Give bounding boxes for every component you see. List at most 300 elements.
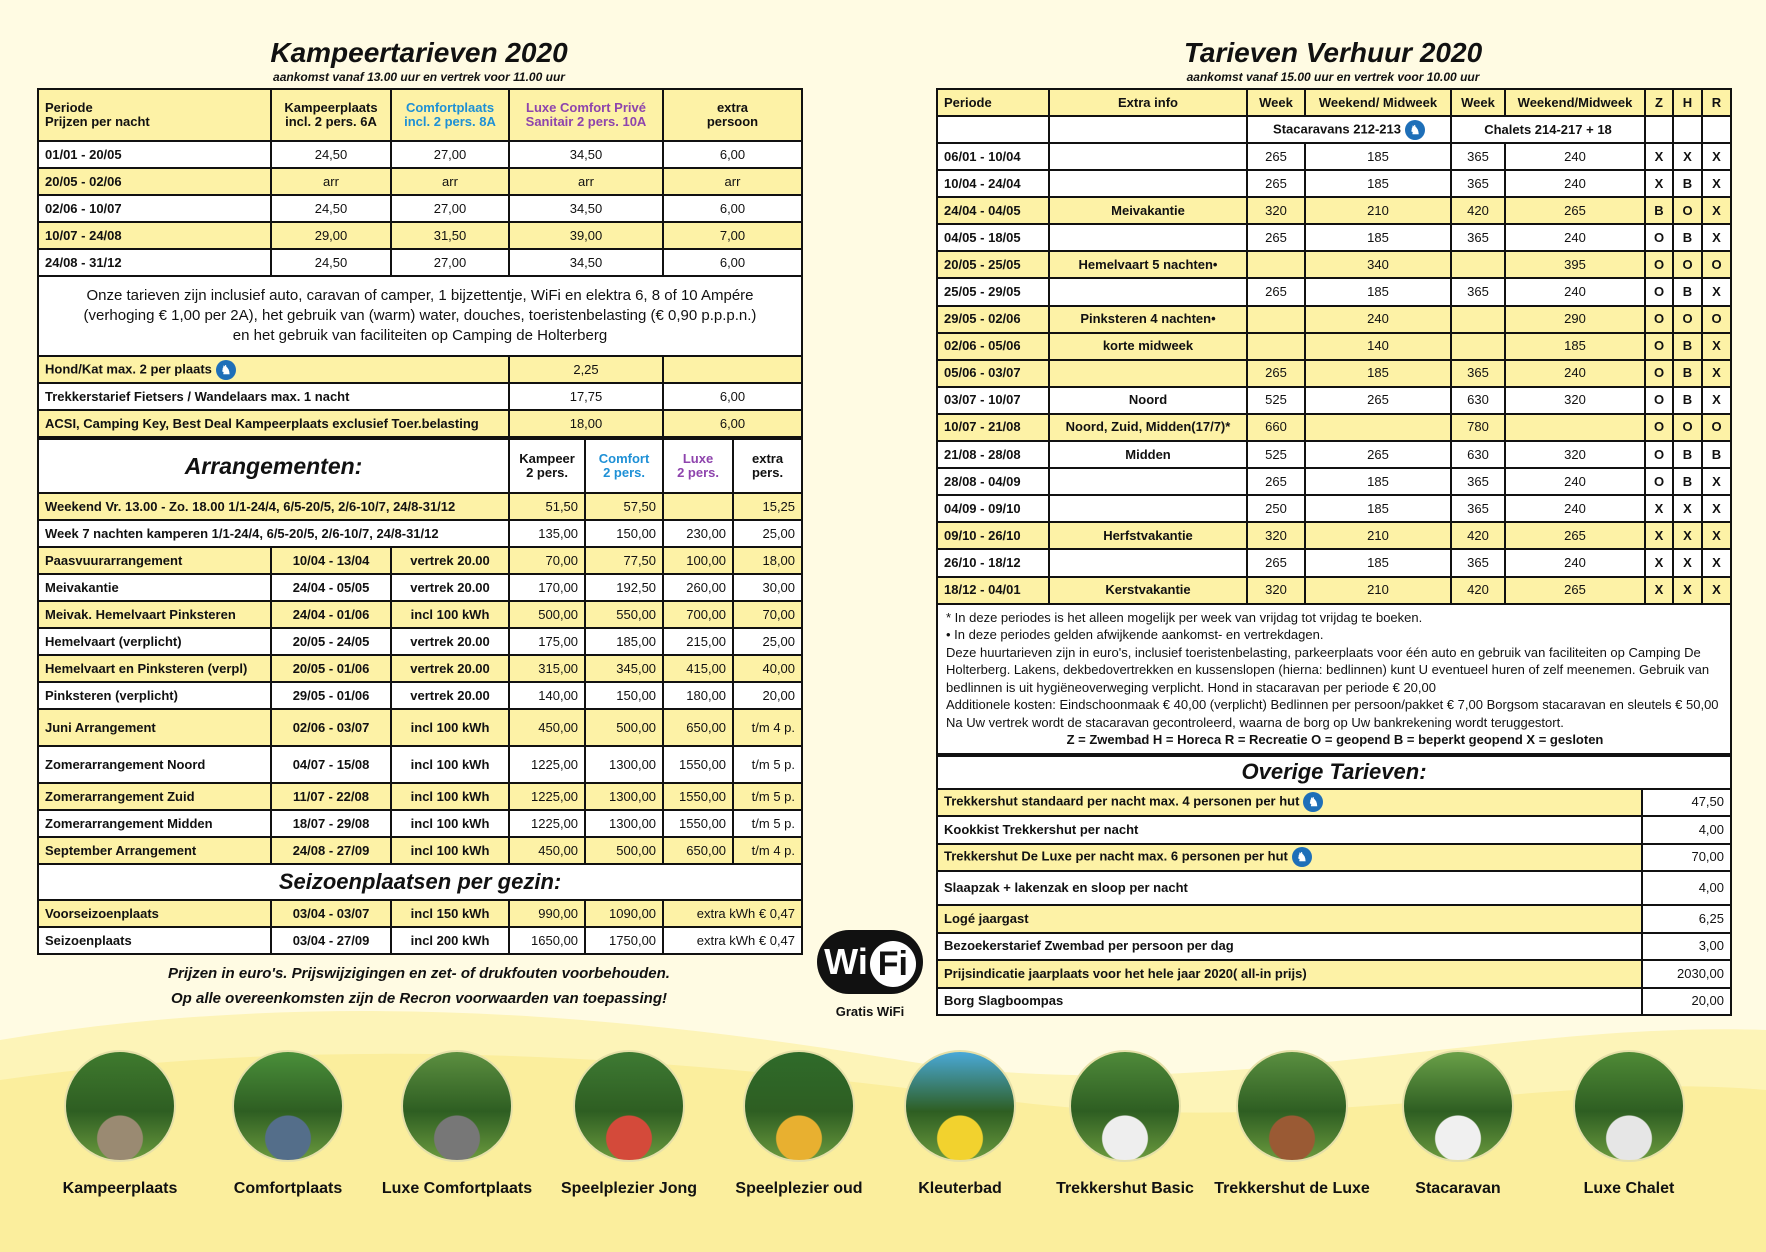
rental-chalet-weekend: 320 <box>1505 387 1645 414</box>
arrangement-name: Zomerarrangement Midden <box>38 810 271 837</box>
status-recreatie: X <box>1702 224 1731 251</box>
rental-extra-info <box>1049 468 1247 495</box>
rental-notes: * In deze periodes is het alleen mogelijk per week van vrijdag tot vrijdag te boeken. • In deze periodes gelden afwijkende aankomst- en vertrekdagen. Deze huurtarieven zijn in euro's, inclusief toeristenbelasting, parkeerplaats voor één auto en gebruik van faciliteiten op Camping De Holterberg. Lakens, dekbedovertrekken en kussenslopen (hierna: bedlinnen) kunt U eventueel huren of zelf meenemen. Gebruik van bedlinnen is uit hygiëneoverweging verplicht. Hond in stacaravan per periode € 20,00 Additionele kosten: Eindschoonmaak € 40,00 (verplicht) Bedlinnen per persoon/pakket € 7,00 Borgsom stacaravan en sleutels € 50,00 Na Uw vertrek wordt de stacaravan gecontroleerd, waarna de borg op Uw bankrekening wordt teruggestort. Z = Zwembad H = Horeca R = Recreatie O = geopend B = beperkt geopend X = gesloten <box>937 604 1731 754</box>
arrangement-row <box>38 520 802 547</box>
photo-circle <box>232 1050 344 1162</box>
legend: Z = Zwembad H = Horeca R = Recreatie O = geopend B = beperkt geopend X = gesloten <box>1066 732 1604 748</box>
rental-row <box>937 387 1731 414</box>
photo-label: Comfortplaats <box>233 1180 343 1197</box>
photo-label: Speelplezier Jong <box>560 1180 698 1197</box>
rental-chalet-week <box>1451 251 1505 278</box>
status-horeca: O <box>1673 197 1702 224</box>
arrangement-extra: t/m 4 p. <box>733 709 802 746</box>
rental-stacaravan-week: 265 <box>1247 143 1305 170</box>
arrangement-kampeer: 51,50 <box>509 493 585 520</box>
photo-item <box>714 1050 884 1198</box>
arrangements-table <box>37 438 803 955</box>
rental-chalet-week: 365 <box>1451 143 1505 170</box>
other-rate-price: 47,50 <box>1642 789 1731 817</box>
rental-stacaravan-week: 265 <box>1247 360 1305 387</box>
extra-value: 2,25 <box>509 356 663 383</box>
rental-chalet-week: 365 <box>1451 468 1505 495</box>
rental-rates-title: Tarieven Verhuur 2020 <box>1183 37 1483 68</box>
rental-chalet-week: 420 <box>1451 197 1505 224</box>
rental-chalet-weekend: 240 <box>1505 549 1645 576</box>
arrangement-info: vertrek 20.00 <box>391 655 509 682</box>
rental-chalet-week: 780 <box>1451 414 1505 441</box>
other-title-row <box>937 756 1731 789</box>
status-recreatie: O <box>1702 306 1731 333</box>
arrangement-kampeer: 1225,00 <box>509 746 585 783</box>
arrangement-info: vertrek 20.00 <box>391 628 509 655</box>
arrangement-comfort: 192,50 <box>585 574 663 601</box>
season-price-comfort: 1090,00 <box>585 900 663 927</box>
rental-period: 03/07 - 10/07 <box>937 387 1049 414</box>
status-zwembad: O <box>1645 224 1673 251</box>
arrangement-extra: 30,00 <box>733 574 802 601</box>
extra-label: ACSI, Camping Key, Best Deal Kampeerplaats exclusief Toer.belasting <box>38 410 509 437</box>
status-zwembad: O <box>1645 441 1673 468</box>
status-zwembad: O <box>1645 414 1673 441</box>
arrangement-dates: 11/07 - 22/08 <box>271 783 391 810</box>
wifi-badge <box>815 930 925 1019</box>
season-name: Seizoenplaats <box>38 927 271 954</box>
rental-stacaravan-week: 320 <box>1247 197 1305 224</box>
other-rate-row <box>937 871 1731 905</box>
arrangement-row <box>38 547 802 574</box>
arrangement-name: Hemelvaart en Pinksteren (verpl) <box>38 655 271 682</box>
photo-item <box>1040 1050 1210 1198</box>
photo-circle <box>743 1050 855 1162</box>
rates-note-row <box>38 276 802 356</box>
rental-stacaravan-weekend <box>1305 414 1451 441</box>
season-extra-kwh: extra kWh € 0,47 <box>663 900 802 927</box>
rental-chalet-week <box>1451 333 1505 360</box>
arrangement-row <box>38 655 802 682</box>
arrangement-luxe: 180,00 <box>663 682 733 709</box>
rental-chalet-week: 365 <box>1451 360 1505 387</box>
rental-stacaravan-weekend: 185 <box>1305 495 1451 522</box>
season-info: incl 150 kWh <box>391 900 509 927</box>
header-luxe-comfort: Luxe Comfort Privé Sanitair 2 pers. 10A <box>509 89 663 141</box>
rental-row <box>937 278 1731 305</box>
header-weekend-midweek: Weekend/Midweek <box>1505 89 1645 116</box>
arrangement-comfort: 1300,00 <box>585 783 663 810</box>
rental-extra-info <box>1049 549 1247 576</box>
arrangement-info: incl 100 kWh <box>391 837 509 864</box>
status-recreatie: X <box>1702 360 1731 387</box>
season-title-row <box>38 864 802 900</box>
rates-note: Onze tarieven zijn inclusief auto, caravan of camper, 1 bijzettentje, WiFi en elektra 6, 8 of 10 Ampére (verhoging € 1,00 per 2A), het gebruik van (warm) water, douches, toeristenbelasting (€ 0,90 p.p.p.n.) en het gebruik van faciliteiten op Camping de Holterberg <box>38 276 802 356</box>
rate-comfortplaats: 27,00 <box>391 195 509 222</box>
rental-stacaravan-weekend: 185 <box>1305 224 1451 251</box>
rental-stacaravan-week: 265 <box>1247 278 1305 305</box>
dog-icon: ♞ <box>1292 847 1312 867</box>
rental-period: 09/10 - 26/10 <box>937 522 1049 549</box>
rental-row <box>937 522 1731 549</box>
arrangement-kampeer: 315,00 <box>509 655 585 682</box>
status-zwembad: X <box>1645 549 1673 576</box>
arrangement-name: Zomerarrangement Noord <box>38 746 271 783</box>
rental-chalet-weekend: 185 <box>1505 333 1645 360</box>
rate-period: 10/07 - 24/08 <box>38 222 271 249</box>
arrangement-comfort: 1300,00 <box>585 810 663 837</box>
arrangement-info: incl 100 kWh <box>391 810 509 837</box>
rate-luxe: 34,50 <box>509 141 663 168</box>
season-price-comfort: 1750,00 <box>585 927 663 954</box>
rental-extra-info <box>1049 143 1247 170</box>
arrangement-extra: 70,00 <box>733 601 802 628</box>
header-week: Week <box>1451 89 1505 116</box>
rental-extra-info: Midden <box>1049 441 1247 468</box>
rental-chalet-weekend: 240 <box>1505 495 1645 522</box>
rental-extra-info: Herfstvakantie <box>1049 522 1247 549</box>
rental-stacaravan-weekend: 340 <box>1305 251 1451 278</box>
rental-stacaravan-week: 320 <box>1247 577 1305 604</box>
other-rate-label: Kookkist Trekkershut per nacht <box>944 821 1139 837</box>
arrangement-kampeer: 1225,00 <box>509 783 585 810</box>
arrangement-info: incl 100 kWh <box>391 601 509 628</box>
rate-row <box>38 195 802 222</box>
extra-row <box>38 356 802 383</box>
arrangement-row <box>38 783 802 810</box>
status-recreatie: X <box>1702 468 1731 495</box>
status-zwembad: X <box>1645 143 1673 170</box>
rate-period: 24/08 - 31/12 <box>38 249 271 276</box>
status-zwembad: O <box>1645 251 1673 278</box>
rate-comfortplaats: 27,00 <box>391 249 509 276</box>
arrangement-row <box>38 810 802 837</box>
arrangement-comfort: 185,00 <box>585 628 663 655</box>
arrangement-dates: 24/08 - 27/09 <box>271 837 391 864</box>
arrangement-luxe: 650,00 <box>663 837 733 864</box>
arrangement-dates: 10/04 - 13/04 <box>271 547 391 574</box>
rental-stacaravan-week: 265 <box>1247 224 1305 251</box>
status-zwembad: O <box>1645 387 1673 414</box>
arrangement-info: vertrek 20.00 <box>391 547 509 574</box>
rental-row <box>937 360 1731 387</box>
status-horeca: X <box>1673 549 1702 576</box>
arrangement-name: Juni Arrangement <box>38 709 271 746</box>
arrangement-luxe: 215,00 <box>663 628 733 655</box>
other-rate-label: Logé jaargast <box>944 910 1029 926</box>
rental-chalet-week: 630 <box>1451 387 1505 414</box>
photo-label: Luxe Comfortplaats <box>381 1180 533 1197</box>
status-horeca: B <box>1673 278 1702 305</box>
arrangement-comfort: 500,00 <box>585 837 663 864</box>
rate-row <box>38 141 802 168</box>
status-horeca: B <box>1673 170 1702 197</box>
rental-stacaravan-week: 525 <box>1247 441 1305 468</box>
rental-stacaravan-weekend: 240 <box>1305 306 1451 333</box>
arrangement-extra: 25,00 <box>733 520 802 547</box>
photo-label: Kampeerplaats <box>62 1180 178 1197</box>
header-luxe: Luxe 2 pers. <box>663 439 733 493</box>
season-price-kampeer: 990,00 <box>509 900 585 927</box>
status-recreatie: O <box>1702 251 1731 278</box>
rental-stacaravan-week <box>1247 251 1305 278</box>
arrangement-name: September Arrangement <box>38 837 271 864</box>
rate-kampeerplaats: 24,50 <box>271 249 391 276</box>
other-rate-price: 2030,00 <box>1642 960 1731 988</box>
header-week: Week <box>1247 89 1305 116</box>
other-rate-row <box>937 844 1731 872</box>
rental-stacaravan-week: 265 <box>1247 468 1305 495</box>
rate-row <box>38 249 802 276</box>
rental-notes-row <box>937 604 1731 754</box>
status-horeca: B <box>1673 333 1702 360</box>
rental-chalet-weekend: 240 <box>1505 170 1645 197</box>
other-rates-table <box>936 755 1732 1017</box>
arrangement-dates: 24/04 - 05/05 <box>271 574 391 601</box>
rental-extra-info <box>1049 170 1247 197</box>
rate-period: 20/05 - 02/06 <box>38 168 271 195</box>
rental-chalet-weekend: 320 <box>1505 441 1645 468</box>
dog-icon: ♞ <box>1405 120 1425 140</box>
rental-chalet-weekend: 290 <box>1505 306 1645 333</box>
rental-row <box>937 577 1731 604</box>
photo-circle <box>904 1050 1016 1162</box>
arrangement-kampeer: 1225,00 <box>509 810 585 837</box>
header-extra: extra pers. <box>733 439 802 493</box>
rental-chalet-weekend: 240 <box>1505 278 1645 305</box>
other-rate-price: 70,00 <box>1642 844 1731 872</box>
arrangement-row <box>38 746 802 783</box>
extra-row <box>38 410 802 437</box>
header-r: R <box>1702 89 1731 116</box>
arrangement-kampeer: 135,00 <box>509 520 585 547</box>
rental-stacaravan-weekend: 140 <box>1305 333 1451 360</box>
wifi-icon: Wi Fi <box>817 930 923 994</box>
arrangement-extra: t/m 5 p. <box>733 783 802 810</box>
group-chalets: Chalets 214-217 + 18 <box>1451 116 1645 143</box>
wifi-caption: Gratis WiFi <box>835 1004 905 1019</box>
rate-kampeerplaats: arr <box>271 168 391 195</box>
rate-comfortplaats: 31,50 <box>391 222 509 249</box>
other-rate-label: Trekkershut De Luxe per nacht max. 6 personen per hut <box>944 848 1288 864</box>
arrangement-extra: 20,00 <box>733 682 802 709</box>
extra-value: 6,00 <box>663 410 802 437</box>
camping-rates-subtitle: aankomst vanaf 13.00 uur en vertrek voor 11.00 uur <box>273 70 565 84</box>
rental-extra-info: Pinksteren 4 nachten• <box>1049 306 1247 333</box>
status-zwembad: X <box>1645 522 1673 549</box>
arrangement-name: Meivakantie <box>38 574 271 601</box>
arrangement-row <box>38 574 802 601</box>
rental-chalet-week: 420 <box>1451 522 1505 549</box>
photo-item <box>544 1050 714 1198</box>
rental-stacaravan-weekend: 185 <box>1305 170 1451 197</box>
status-recreatie: X <box>1702 577 1731 604</box>
photo-strip <box>0 1050 1766 1210</box>
arrangement-kampeer: 500,00 <box>509 601 585 628</box>
rental-extra-info <box>1049 360 1247 387</box>
rental-extra-info: korte midweek <box>1049 333 1247 360</box>
rental-stacaravan-week: 320 <box>1247 522 1305 549</box>
arrangement-dates: 20/05 - 24/05 <box>271 628 391 655</box>
rental-rates-section <box>936 0 1730 1016</box>
extra-row <box>38 383 802 410</box>
rental-stacaravan-weekend: 185 <box>1305 468 1451 495</box>
status-zwembad: O <box>1645 360 1673 387</box>
photo-label: Luxe Chalet <box>1583 1180 1675 1197</box>
arrangement-row <box>38 682 802 709</box>
rental-row <box>937 549 1731 576</box>
header-comfort: Comfort 2 pers. <box>585 439 663 493</box>
arrangement-kampeer: 450,00 <box>509 837 585 864</box>
arrangement-luxe: 230,00 <box>663 520 733 547</box>
status-horeca: X <box>1673 495 1702 522</box>
photo-circle <box>1573 1050 1685 1162</box>
status-recreatie: X <box>1702 387 1731 414</box>
dog-icon: ♞ <box>1303 792 1323 812</box>
status-recreatie: X <box>1702 278 1731 305</box>
status-recreatie: X <box>1702 333 1731 360</box>
other-rate-row <box>937 988 1731 1016</box>
rental-stacaravan-weekend: 185 <box>1305 278 1451 305</box>
arrangement-dates: 02/06 - 03/07 <box>271 709 391 746</box>
rental-stacaravan-week <box>1247 306 1305 333</box>
rental-extra-info: Noord, Zuid, Midden(17/7)* <box>1049 414 1247 441</box>
rental-period: 04/05 - 18/05 <box>937 224 1049 251</box>
arrangement-extra: 18,00 <box>733 547 802 574</box>
season-price-kampeer: 1650,00 <box>509 927 585 954</box>
header-periode: Periode Prijzen per nacht <box>38 89 271 141</box>
status-zwembad: X <box>1645 170 1673 197</box>
rate-luxe: arr <box>509 168 663 195</box>
arrangement-kampeer: 170,00 <box>509 574 585 601</box>
photo-circle <box>1236 1050 1348 1162</box>
status-horeca: O <box>1673 414 1702 441</box>
rental-chalet-weekend: 265 <box>1505 522 1645 549</box>
rental-period: 04/09 - 09/10 <box>937 495 1049 522</box>
extra-value: 18,00 <box>509 410 663 437</box>
arrangement-kampeer: 70,00 <box>509 547 585 574</box>
arrangement-luxe: 650,00 <box>663 709 733 746</box>
rental-row <box>937 170 1731 197</box>
other-rate-row <box>937 933 1731 961</box>
rental-period: 25/05 - 29/05 <box>937 278 1049 305</box>
rate-row <box>38 168 802 195</box>
rental-stacaravan-week <box>1247 333 1305 360</box>
footnote-recron: Op alle overeenkomsten zijn de Recron voorwaarden van toepassing! <box>171 990 667 1007</box>
rate-luxe: 39,00 <box>509 222 663 249</box>
header-periode: Periode <box>937 89 1049 116</box>
rental-period: 29/05 - 02/06 <box>937 306 1049 333</box>
rental-header-row <box>937 89 1731 116</box>
arrangement-comfort: 150,00 <box>585 682 663 709</box>
arrangement-dates: 20/05 - 01/06 <box>271 655 391 682</box>
rental-extra-info: Noord <box>1049 387 1247 414</box>
arrangement-comfort: 77,50 <box>585 547 663 574</box>
photo-label: Speelplezier oud <box>735 1180 863 1197</box>
rental-period: 18/12 - 04/01 <box>937 577 1049 604</box>
header-extra-persoon: extra persoon <box>663 89 802 141</box>
rental-period: 06/01 - 10/04 <box>937 143 1049 170</box>
arrangement-luxe: 1550,00 <box>663 746 733 783</box>
rental-period: 20/05 - 25/05 <box>937 251 1049 278</box>
other-rate-label: Trekkershut standaard per nacht max. 4 personen per hut <box>944 793 1300 809</box>
arrangement-kampeer: 450,00 <box>509 709 585 746</box>
other-rate-row <box>937 816 1731 844</box>
header-weekend-midweek: Weekend/ Midweek <box>1305 89 1451 116</box>
status-zwembad: X <box>1645 495 1673 522</box>
arrangement-name: Pinksteren (verplicht) <box>38 682 271 709</box>
rental-extra-info <box>1049 224 1247 251</box>
photo-item <box>1207 1050 1377 1198</box>
rates-header-row <box>38 89 802 141</box>
rate-extra: arr <box>663 168 802 195</box>
photo-label: Trekkershut Basic <box>1056 1180 1194 1197</box>
camping-rates-section <box>37 0 801 1013</box>
rental-row <box>937 251 1731 278</box>
arrangement-extra: t/m 5 p. <box>733 810 802 837</box>
rental-row <box>937 414 1731 441</box>
rate-luxe: 34,50 <box>509 195 663 222</box>
rental-rates-subtitle: aankomst vanaf 15.00 uur en vertrek voor 10.00 uur <box>1186 70 1480 84</box>
rental-stacaravan-weekend: 265 <box>1305 387 1451 414</box>
status-recreatie: X <box>1702 495 1731 522</box>
other-rate-label: Prijsindicatie jaarplaats voor het hele jaar 2020( all-in prijs) <box>944 965 1307 981</box>
other-rate-label: Slaapzak + lakenzak en sloop per nacht <box>944 880 1188 896</box>
rental-period: 24/04 - 04/05 <box>937 197 1049 224</box>
arrangement-luxe: 260,00 <box>663 574 733 601</box>
rental-chalet-week: 365 <box>1451 495 1505 522</box>
season-row <box>38 927 802 954</box>
status-horeca: B <box>1673 387 1702 414</box>
arrangement-dates: 29/05 - 01/06 <box>271 682 391 709</box>
arrangement-info: incl 100 kWh <box>391 746 509 783</box>
rental-row <box>937 441 1731 468</box>
arrangement-comfort: 500,00 <box>585 709 663 746</box>
rental-stacaravan-week: 660 <box>1247 414 1305 441</box>
other-rate-row <box>937 960 1731 988</box>
arrangement-extra: 15,25 <box>733 493 802 520</box>
arrangement-extra: 40,00 <box>733 655 802 682</box>
photo-circle <box>573 1050 685 1162</box>
camping-rates-table <box>37 88 803 438</box>
arrangement-luxe: 1550,00 <box>663 810 733 837</box>
rental-extra-info: Hemelvaart 5 nachten• <box>1049 251 1247 278</box>
header-z: Z <box>1645 89 1673 116</box>
status-zwembad: O <box>1645 306 1673 333</box>
arrangement-extra: 25,00 <box>733 628 802 655</box>
rental-chalet-weekend: 240 <box>1505 360 1645 387</box>
rental-chalet-week: 630 <box>1451 441 1505 468</box>
status-zwembad: B <box>1645 197 1673 224</box>
rental-stacaravan-weekend: 265 <box>1305 441 1451 468</box>
arrangement-luxe <box>663 493 733 520</box>
photo-circle <box>1402 1050 1514 1162</box>
rental-period: 05/06 - 03/07 <box>937 360 1049 387</box>
other-rate-label: Borg Slagboompas <box>944 993 1064 1009</box>
rental-row <box>937 495 1731 522</box>
rental-stacaravan-week: 525 <box>1247 387 1305 414</box>
arrangement-info: incl 100 kWh <box>391 783 509 810</box>
arrangement-comfort: 1300,00 <box>585 746 663 783</box>
rental-row <box>937 143 1731 170</box>
rental-chalet-week: 420 <box>1451 577 1505 604</box>
rental-extra-info: Kerstvakantie <box>1049 577 1247 604</box>
status-recreatie: X <box>1702 549 1731 576</box>
arrangement-comfort: 345,00 <box>585 655 663 682</box>
arrangement-dates: 04/07 - 15/08 <box>271 746 391 783</box>
rental-period: 26/10 - 18/12 <box>937 549 1049 576</box>
arrangement-extra: t/m 5 p. <box>733 746 802 783</box>
status-zwembad: O <box>1645 468 1673 495</box>
status-recreatie: X <box>1702 143 1731 170</box>
photo-circle <box>401 1050 513 1162</box>
header-comfortplaats: Comfortplaats incl. 2 pers. 8A <box>391 89 509 141</box>
